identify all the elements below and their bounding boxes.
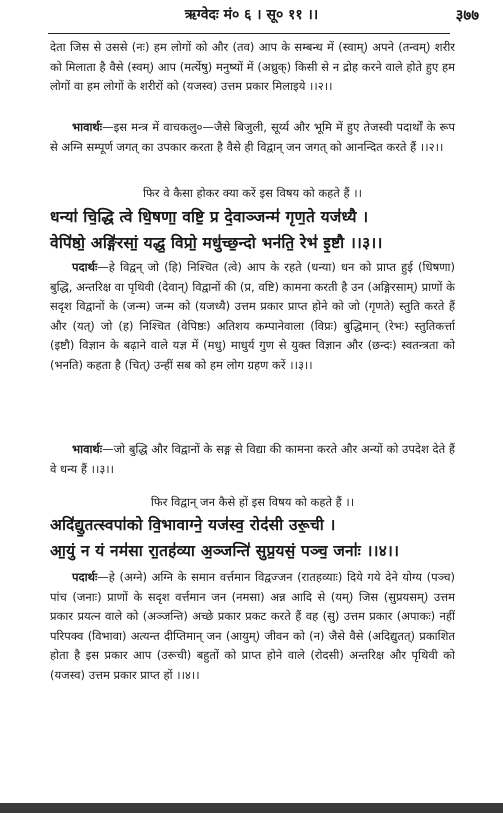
page-header — [0, 0, 503, 30]
bhavartha-2 — [50, 118, 455, 157]
mantra-3-line-1: धन्या॑ चि॒द्धि त्वे धि॒षणा॒ वष्टि॒ प्र दे॒वाञ्जन्म॑ गृण॒ते यज॑ध्यै । — [50, 208, 369, 226]
header-rule — [48, 33, 450, 34]
scan-edge-shadow — [0, 803, 503, 813]
padartha-label: पदार्थः — [72, 260, 98, 274]
page-number: ३७७ — [455, 6, 479, 24]
bhavartha-3 — [50, 440, 455, 479]
intro-line-2: फिर विद्वान् जन कैसे हों इस विषय को कहते हैं ।। — [150, 495, 355, 509]
intro-line-1: फिर वे कैसा होकर क्या करें इस विषय को कहते हैं ।। — [143, 186, 362, 200]
padartha-text: —हे विद्वन् जो (हि) निश्चित (त्वे) आप के रहते (धन्या) धन को प्राप्त हुई (धिषणा) बुद्धि, अन्तरिक्ष वा पृथिवी (देवान्) विद्वानों की (प्र, वष्टि) कामना करती है उन (अङ्गिरसाम्) प्राणों के सदृश विद्वानों के (जन्म) जन्म को (यजध्यै) उत्तम प्रकार प्राप्त होने को जो (गृणते) स्तुति करते हैं और (यत्) जो (ह) निश्चित (वेपिष्ठः) अतिशय कम्पानेवाला (विप्रः) बुद्धिमान् (रेभः) स्तुतिकर्त्ता (इष्टौ) विज्ञान के बढ़ाने वाले यज्ञ में (मधु) माधुर्य गुण से युक्त विज्ञान और (छन्दः) स्वतन्त्रता को (भनति) कहता है (चित्) उन्हीं सब को हम लोग ग्रहण करें ।।३।। — [50, 260, 455, 372]
running-title: ऋग्वेदः मं० ६ । सू० ११ ।। — [184, 7, 319, 23]
bhavartha-label: भावार्थः — [72, 120, 103, 134]
mantra-4-line-2: आ॒युं न यं नम॑सा रा॒तह॑व्या अ॒ञ्जन्ति॑ सुप्र॒यसं॒ पञ्च॒ जनाः॑ ।।४।। — [50, 542, 400, 560]
mantra-4-line-1: अदि॑द्यु॒तत्स्वपा॑को वि॒भावाग्ने॒ यज॑स्व॒ रोद॑सी उरू॒ची । — [50, 516, 336, 534]
para-text: देता जिस से उससे (नः) हम लोगों को और (तव) आप के सम्बन्ध में (स्वाम्) अपने (तन्वम्) शरीर को मिलाता है वैसे (स्वम्) आप (मर्त्येषु) मनुष्यों में (अध्रुक्) किसी से न द्रोह करने वाले होते हुए हम लोगों वा हम लोगों के शरीरों को (यजस्व) उत्तम प्रकार मिलाइये ।।२।। — [50, 40, 455, 94]
mantra-4 — [50, 512, 455, 564]
mantra-3 — [50, 204, 455, 256]
padartha-3 — [50, 258, 455, 376]
padartha-label: पदार्थः — [72, 570, 98, 584]
padartha-4 — [50, 568, 455, 686]
padartha-text: —हे (अग्ने) अग्नि के समान वर्त्तमान विद्वज्जन (रातहव्याः) दिये गये देने योग्य (पञ्च) पांच (जनाः) प्राणों के सदृश वर्त्तमान जन (नमसा) अन्न आदि से (यम्) जिस (सुप्रयसम्) उत्तम प्रकार प्रयत्न वाले को (अञ्जन्ति) अच्छे प्रकार प्रकट करते हैं वह (सु) उत्तम प्रकार (अपाकः) नहीं परिपक्व (विभावा) अत्यन्त दीप्तिमान् जन (आयुम्) जीवन को (न) जैसे वैसे (अदिद्युतत्) प्रकाशित होता है इस प्रकार आप (उरूची) बहुतों को प्राप्त होने वाले (रोदसी) अन्तरिक्ष और पृथिवी को (यजस्व) उत्तम प्रकार प्राप्त हों ।।४।। — [50, 570, 455, 682]
bhavartha-label: भावार्थः — [72, 442, 103, 456]
bhavartha-text: —इस मन्त्र में वाचकलु०—जैसे बिजुली, सूर्य्य और भूमि में हुए तेजस्वी पदार्थों के रूप से अग्नि सम्पूर्ण जगत् का उपकार करता है वैसे ही विद्वान् जन जगत् को आनन्दित करते हैं ।।२।। — [50, 120, 455, 154]
paragraph-continuation — [50, 38, 455, 97]
bhavartha-text: —जो बुद्धि और विद्वानों के सङ्ग से विद्या की कामना करते और अन्यों को उपदेश देते हैं वे धन्य हैं ।।३।। — [50, 442, 455, 476]
mantra-3-line-2: वेपि॑ष्ठो॒ अङ्गि॑रसां॒ यद्ध॒ विप्रो॒ मधु॑च्छ॒न्दो भन॑ति॒ रेभ॑ इ॒ष्टौ ।।३।। — [50, 234, 383, 252]
